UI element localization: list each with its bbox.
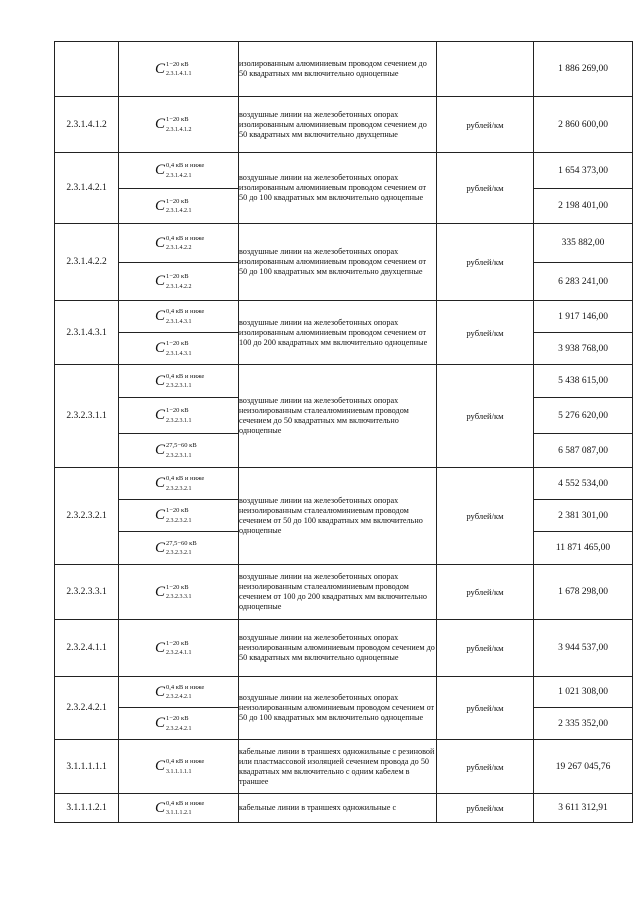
rate-code-subscript: 3.1.1.1.1.1: [166, 768, 192, 775]
rate-symbol: [119, 434, 239, 468]
rate-symbol-letter: C: [155, 715, 166, 732]
rate-symbol-letter: C: [155, 475, 166, 492]
rate-symbol-indices: [166, 274, 192, 290]
table-row: [55, 42, 633, 97]
rate-symbol-formula: [119, 584, 238, 600]
rate-symbol-letter: C: [155, 372, 166, 389]
rate-symbol-indices: [166, 199, 192, 215]
rate-symbol: [119, 708, 239, 740]
row-unit: рублей/км: [437, 740, 534, 794]
rate-symbol: [119, 42, 239, 97]
rate-voltage-superscript: 27,5−60 кВ: [166, 442, 197, 450]
rate-code-subscript: 2.3.2.4.2.1: [166, 694, 192, 701]
rates-table-body: [55, 42, 633, 823]
rate-symbol: [119, 677, 239, 708]
rate-code-subscript: 2.3.2.3.2.1: [166, 517, 192, 524]
rate-code-subscript: 2.3.1.4.2.1: [166, 208, 192, 215]
row-code: 3.1.1.1.2.1: [55, 794, 119, 823]
row-unit: рублей/км: [437, 565, 534, 620]
rate-symbol-indices: [166, 163, 204, 179]
rate-symbol-formula: [119, 61, 238, 77]
rate-voltage-superscript: 0,4 кВ и ниже: [166, 475, 205, 483]
row-code: 2.3.1.4.3.1: [55, 301, 119, 365]
rate-symbol: [119, 740, 239, 794]
rate-symbol-letter: C: [155, 60, 166, 77]
rate-symbol: [119, 365, 239, 398]
rate-value: 5 276 620,00: [534, 398, 633, 434]
row-code: 2.3.2.3.3.1: [55, 565, 119, 620]
rate-symbol: [119, 224, 239, 263]
rate-code-subscript: 2.3.2.3.2.1: [166, 550, 192, 557]
rate-value: 3 938 768,00: [534, 333, 633, 365]
row-code: 2.3.2.4.1.1: [55, 620, 119, 677]
rate-symbol: [119, 500, 239, 532]
rate-symbol: [119, 153, 239, 189]
rate-voltage-superscript: 0,4 кВ и ниже: [166, 683, 205, 691]
rate-symbol: [119, 263, 239, 301]
rate-symbol-indices: [166, 759, 204, 775]
row-description: кабельные линии в траншеях одножильные с резиновой или пластмассовой изоляцией сечением провода до 50 квадратных мм включительно с одним кабелем в траншее: [239, 740, 437, 794]
rate-symbol-letter: C: [155, 683, 166, 700]
rate-voltage-superscript: 0,4 кВ и ниже: [166, 308, 205, 316]
table-row: [55, 301, 633, 333]
rate-symbol-letter: C: [155, 308, 166, 325]
rate-symbol-indices: [166, 443, 197, 459]
rate-voltage-superscript: 1−20 кВ: [166, 507, 189, 515]
rate-symbol-letter: C: [155, 234, 166, 251]
rate-voltage-superscript: 1−20 кВ: [166, 407, 189, 415]
rate-symbol-letter: C: [155, 758, 166, 775]
rate-symbol-letter: C: [155, 197, 166, 214]
rate-symbol-indices: [166, 341, 192, 357]
rate-value: 2 860 600,00: [534, 97, 633, 153]
row-description: воздушные линии на железобетонных опорах неизолированным сталеалюминиевым проводом сечением от 50 до 100 квадратных мм включительно одноцепные: [239, 468, 437, 565]
rate-voltage-superscript: 1−20 кВ: [166, 197, 189, 205]
rate-symbol-indices: [166, 716, 192, 732]
row-unit: рублей/км: [437, 365, 534, 468]
row-description: воздушные линии на железобетонных опорах изолированным алюминиевым проводом сечением от 100 до 200 квадратных мм включительно одноцепные: [239, 301, 437, 365]
rate-symbol-formula: [119, 273, 238, 289]
rate-symbol-formula: [119, 475, 238, 491]
rate-symbol-letter: C: [155, 407, 166, 424]
rate-symbol-indices: [166, 801, 204, 817]
rate-symbol: [119, 398, 239, 434]
rate-value: 1 678 298,00: [534, 565, 633, 620]
rate-symbol: [119, 794, 239, 823]
rate-symbol-formula: [119, 507, 238, 523]
row-code: 2.3.1.4.1.2: [55, 97, 119, 153]
rate-symbol-letter: C: [155, 539, 166, 556]
row-description: воздушные линии на железобетонных опорах изолированным алюминиевым проводом сечением от 50 до 100 квадратных мм включительно двухцепные: [239, 224, 437, 301]
rate-code-subscript: 2.3.1.4.2.2: [166, 245, 192, 252]
row-code: 2.3.2.4.2.1: [55, 677, 119, 740]
rate-voltage-superscript: 0,4 кВ и ниже: [166, 372, 205, 380]
rate-symbol-indices: [166, 508, 192, 524]
rate-symbol-letter: C: [155, 340, 166, 357]
rate-symbol: [119, 620, 239, 677]
rate-value: 4 552 534,00: [534, 468, 633, 500]
row-code: 3.1.1.1.1.1: [55, 740, 119, 794]
rate-voltage-superscript: 0,4 кВ и ниже: [166, 162, 205, 170]
rate-value: 3 611 312,91: [534, 794, 633, 823]
rate-voltage-superscript: 1−20 кВ: [166, 583, 189, 591]
row-code: 2.3.1.4.2.1: [55, 153, 119, 224]
rate-code-subscript: 2.3.2.3.2.1: [166, 485, 192, 492]
rate-symbol: [119, 301, 239, 333]
row-description: воздушные линии на железобетонных опорах изолированным алюминиевым проводом сечением от 50 до 100 квадратных мм включительно одноцепные: [239, 153, 437, 224]
row-description: кабельные линии в траншеях одножильные с: [239, 794, 437, 823]
rate-code-subscript: 2.3.2.3.1.1: [166, 452, 192, 459]
rate-voltage-superscript: 1−20 кВ: [166, 116, 189, 124]
rate-code-subscript: 2.3.1.4.3.1: [166, 318, 192, 325]
rate-symbol-formula: [119, 373, 238, 389]
rate-code-subscript: 2.3.2.4.2.1: [166, 725, 192, 732]
rate-symbol-letter: C: [155, 162, 166, 179]
row-code: 2.3.1.4.2.2: [55, 224, 119, 301]
rate-code-subscript: 2.3.1.4.3.1: [166, 350, 192, 357]
row-unit: рублей/км: [437, 301, 534, 365]
rate-symbol: [119, 565, 239, 620]
rate-symbol-indices: [166, 62, 192, 78]
rate-symbol-indices: [166, 117, 192, 133]
rate-symbol-formula: [119, 162, 238, 178]
row-unit: рублей/км: [437, 97, 534, 153]
rate-value: 6 283 241,00: [534, 263, 633, 301]
table-row: [55, 153, 633, 189]
rate-value: 5 438 615,00: [534, 365, 633, 398]
rate-voltage-superscript: 27,5−60 кВ: [166, 539, 197, 547]
table-row: [55, 224, 633, 263]
row-code: [55, 42, 119, 97]
rate-voltage-superscript: 0,4 кВ и ниже: [166, 234, 205, 242]
rate-value: 3 944 537,00: [534, 620, 633, 677]
rate-symbol-formula: [119, 308, 238, 324]
rate-voltage-superscript: 1−20 кВ: [166, 340, 189, 348]
rate-voltage-superscript: 1−20 кВ: [166, 60, 189, 68]
rate-symbol-letter: C: [155, 583, 166, 600]
rate-symbol-letter: C: [155, 116, 166, 133]
rate-symbol-formula: [119, 800, 238, 816]
rate-symbol-formula: [119, 758, 238, 774]
rate-symbol-formula: [119, 407, 238, 423]
row-unit: рублей/км: [437, 677, 534, 740]
rate-symbol-indices: [166, 408, 192, 424]
rate-code-subscript: 2.3.2.3.1.1: [166, 417, 192, 424]
rate-value: 335 882,00: [534, 224, 633, 263]
rate-code-subscript: 3.1.1.1.2.1: [166, 810, 192, 817]
rate-symbol-formula: [119, 198, 238, 214]
rate-symbol: [119, 97, 239, 153]
rate-symbol-formula: [119, 684, 238, 700]
rates-table: [54, 41, 633, 823]
rate-symbol-indices: [166, 374, 204, 390]
rate-code-subscript: 2.3.2.3.1.1: [166, 383, 192, 390]
table-row: [55, 740, 633, 794]
rate-symbol-letter: C: [155, 639, 166, 656]
row-description: воздушные линии на железобетонных опорах неизолированным алюминиевым проводом сечением от 50 до 100 квадратных мм включительно одноцепные: [239, 677, 437, 740]
rate-symbol-indices: [166, 309, 204, 325]
rate-symbol-indices: [166, 236, 204, 252]
row-code: 2.3.2.3.1.1: [55, 365, 119, 468]
row-description: воздушные линии на железобетонных опорах неизолированным сталеалюминиевым проводом сечением до 50 квадратных мм включительно одноцепные: [239, 365, 437, 468]
rate-symbol-letter: C: [155, 507, 166, 524]
row-unit: рублей/км: [437, 620, 534, 677]
row-unit: рублей/км: [437, 153, 534, 224]
rate-symbol-formula: [119, 116, 238, 132]
rate-symbol: [119, 333, 239, 365]
rate-symbol-formula: [119, 640, 238, 656]
rate-value: 2 381 301,00: [534, 500, 633, 532]
rate-code-subscript: 2.3.1.4.2.2: [166, 283, 192, 290]
rate-value: 1 654 373,00: [534, 153, 633, 189]
rate-code-subscript: 2.3.2.4.1.1: [166, 650, 192, 657]
row-unit: рублей/км: [437, 224, 534, 301]
rate-code-subscript: 2.3.2.3.3.1: [166, 594, 192, 601]
table-row: [55, 97, 633, 153]
rate-voltage-superscript: 1−20 кВ: [166, 273, 189, 281]
row-description: воздушные линии на железобетонных опорах неизолированным сталеалюминиевым проводом сечением от 100 до 200 квадратных мм включительно одноцепные: [239, 565, 437, 620]
rate-voltage-superscript: 0,4 кВ и ниже: [166, 799, 205, 807]
row-description: воздушные линии на железобетонных опорах изолированным алюминиевым проводом сечением до 50 квадратных мм включительно двухцепные: [239, 97, 437, 153]
rate-voltage-superscript: 1−20 кВ: [166, 715, 189, 723]
row-description: изолированным алюминиевым проводом сечением до 50 квадратных мм включительно одноцепные: [239, 42, 437, 97]
row-description: воздушные линии на железобетонных опорах неизолированным алюминиевым проводом сечением до 50 квадратных мм включительно одноцепные: [239, 620, 437, 677]
table-row: [55, 620, 633, 677]
row-code: 2.3.2.3.2.1: [55, 468, 119, 565]
rate-code-subscript: 2.3.1.4.1.1: [166, 71, 192, 78]
rate-symbol-letter: C: [155, 273, 166, 290]
rate-value: 1 021 308,00: [534, 677, 633, 708]
rate-symbol-formula: [119, 715, 238, 731]
row-unit: рублей/км: [437, 794, 534, 823]
rate-value: 2 198 401,00: [534, 189, 633, 224]
table-row: [55, 565, 633, 620]
table-row: [55, 468, 633, 500]
rate-voltage-superscript: 0,4 кВ и ниже: [166, 758, 205, 766]
rate-voltage-superscript: 1−20 кВ: [166, 639, 189, 647]
rate-value: 1 917 146,00: [534, 301, 633, 333]
rate-code-subscript: 2.3.1.4.1.2: [166, 126, 192, 133]
table-row: [55, 677, 633, 708]
rate-symbol: [119, 532, 239, 565]
rate-symbol-formula: [119, 340, 238, 356]
rate-value: 6 587 087,00: [534, 434, 633, 468]
rate-symbol-indices: [166, 541, 197, 557]
table-row: [55, 794, 633, 823]
rate-symbol-indices: [166, 685, 204, 701]
table-row: [55, 365, 633, 398]
rate-symbol: [119, 189, 239, 224]
rate-value: 1 886 269,00: [534, 42, 633, 97]
rate-symbol-letter: C: [155, 442, 166, 459]
rate-symbol: [119, 468, 239, 500]
rate-value: 11 871 465,00: [534, 532, 633, 565]
row-unit: [437, 42, 534, 97]
rate-symbol-letter: C: [155, 799, 166, 816]
rate-symbol-indices: [166, 476, 204, 492]
rate-symbol-formula: [119, 442, 238, 458]
rate-value: 2 335 352,00: [534, 708, 633, 740]
rate-symbol-indices: [166, 585, 192, 601]
row-unit: рублей/км: [437, 468, 534, 565]
rate-code-subscript: 2.3.1.4.2.1: [166, 172, 192, 179]
rate-value: 19 267 045,76: [534, 740, 633, 794]
rate-symbol-formula: [119, 540, 238, 556]
rate-symbol-indices: [166, 641, 192, 657]
rate-symbol-formula: [119, 235, 238, 251]
